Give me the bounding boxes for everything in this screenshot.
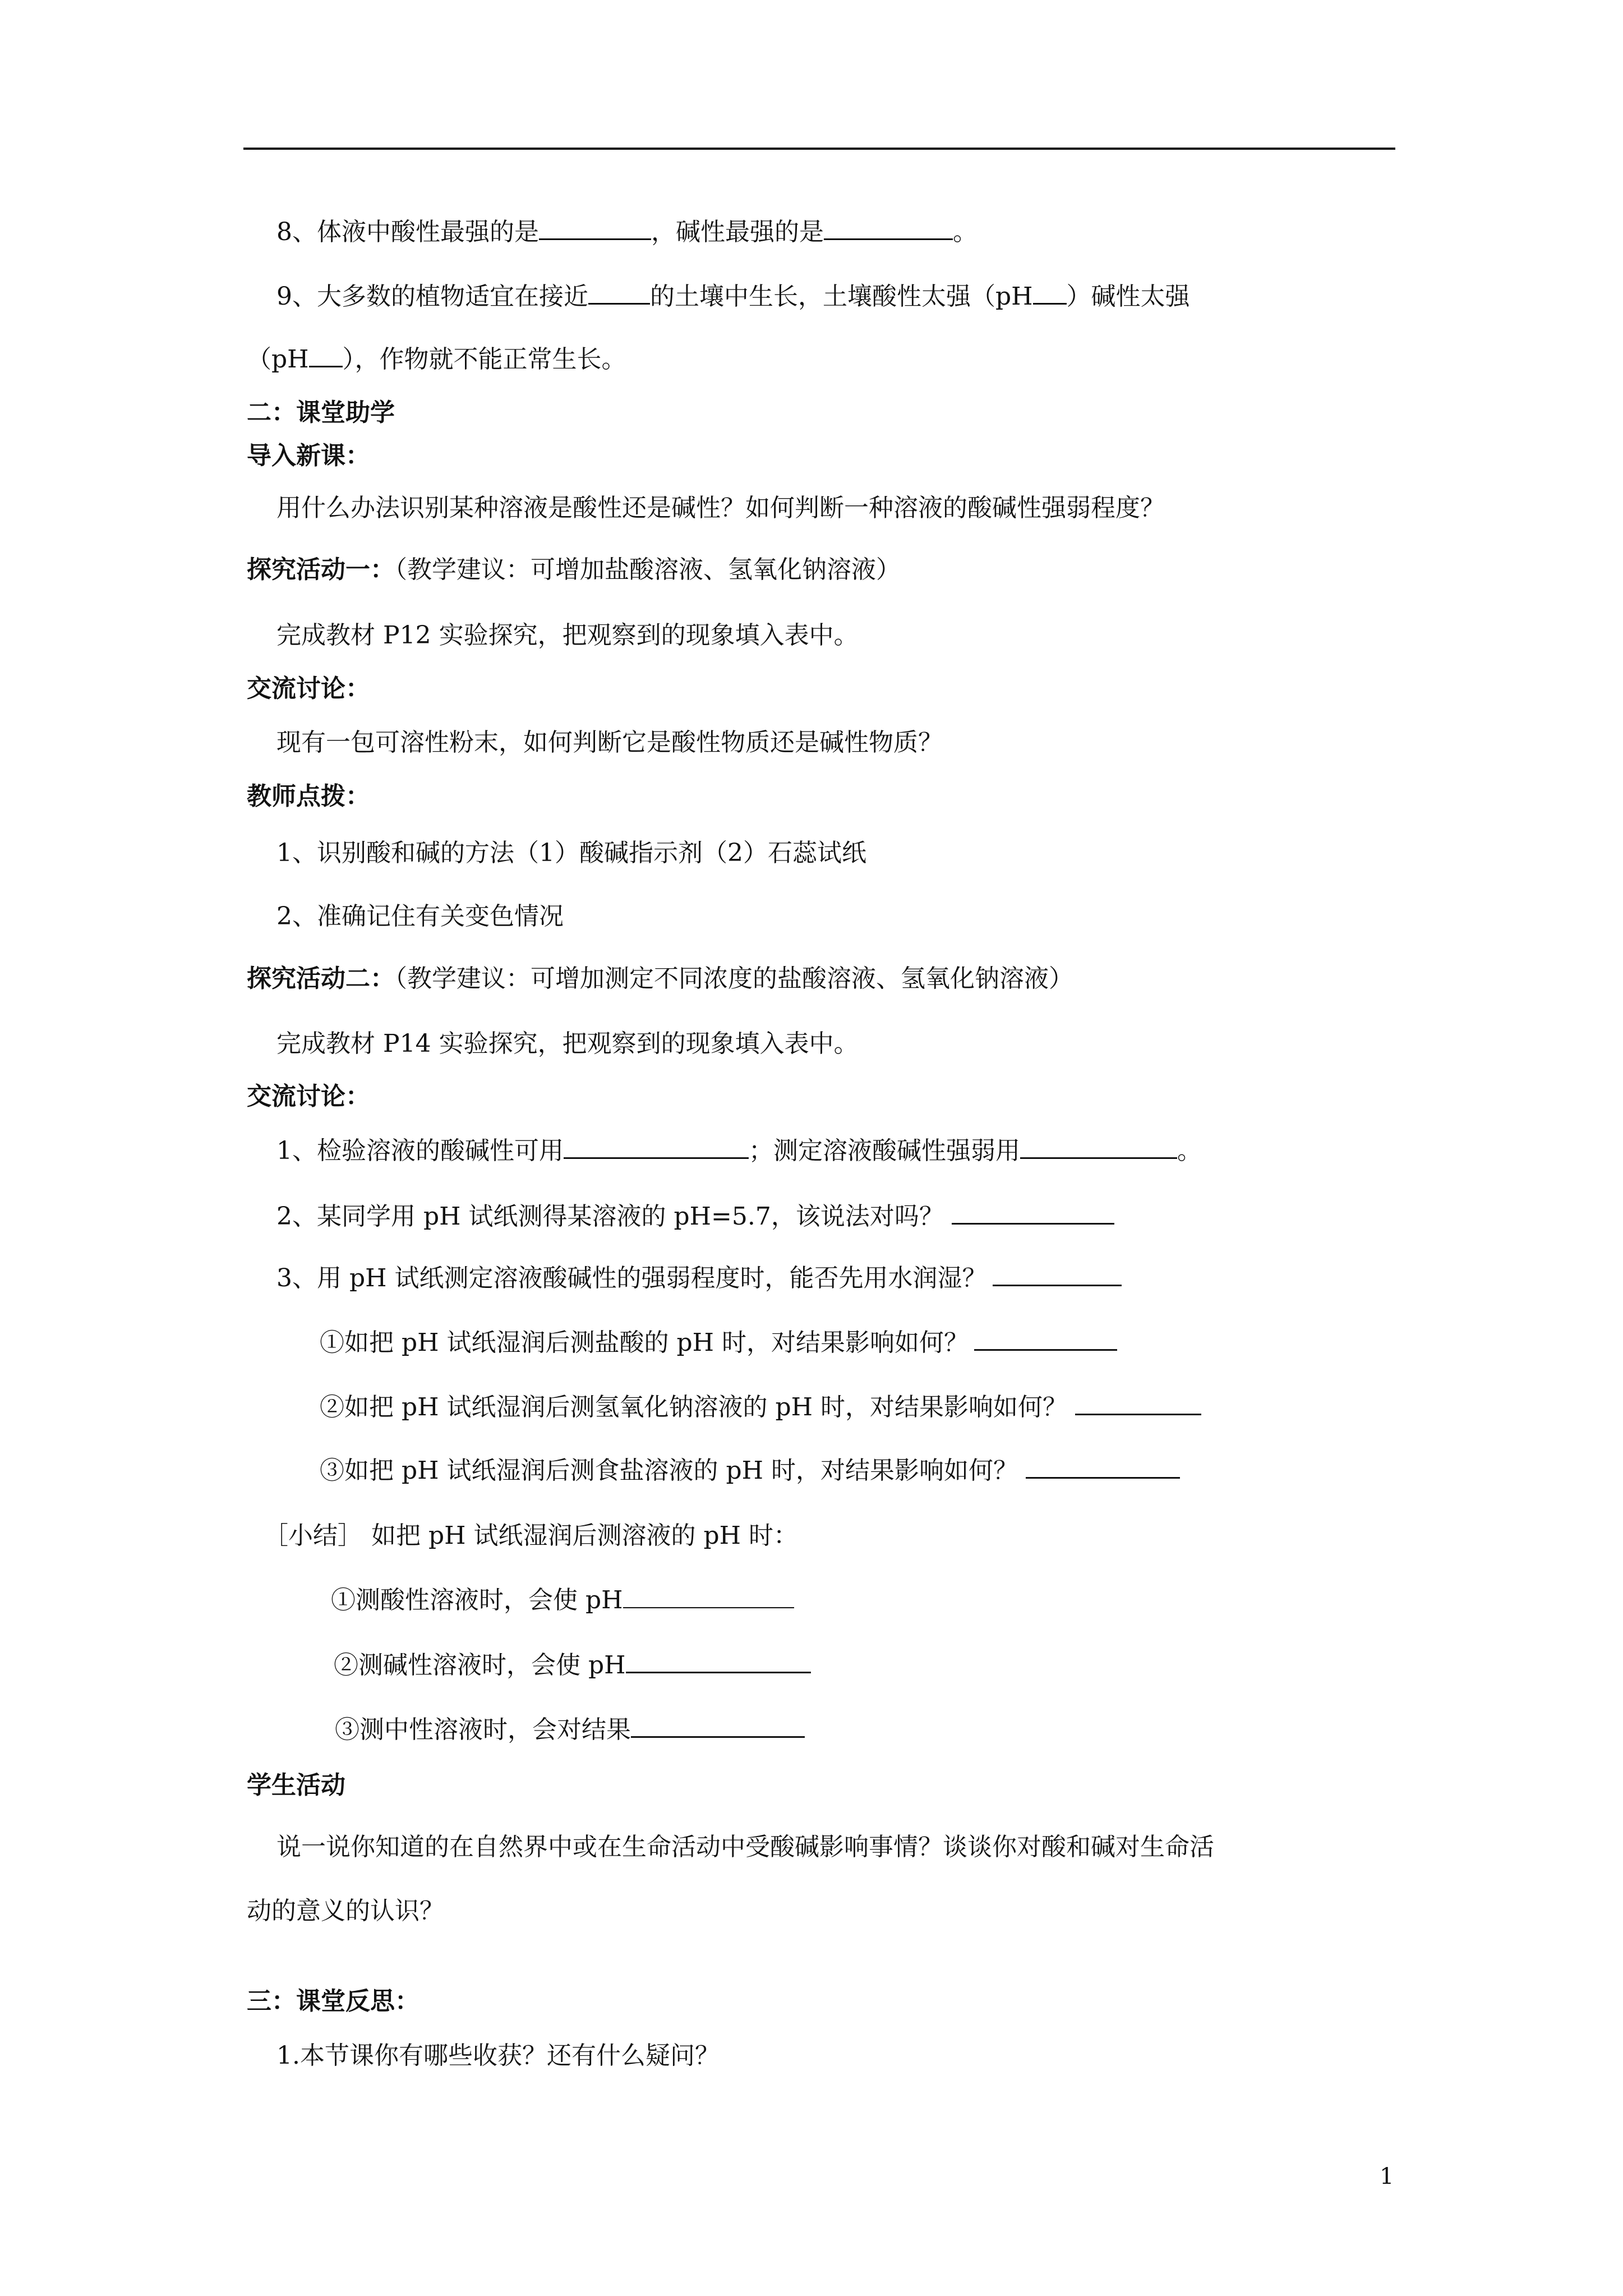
discussion-1-text: 现有一包可溶性粉末，如何判断它是酸性物质还是碱性物质？ [276,728,943,757]
activity-2 [247,963,1073,995]
discussion-2-question-1: 1、检验溶液的酸碱性可用 ；测定溶液酸碱性强弱用 。 [276,1135,1202,1167]
summary [264,1520,798,1552]
answer-blank[interactable] [1026,1455,1180,1479]
intro-text: 用什么办法识别某种溶液是酸性还是碱性？如何判断一种溶液的酸碱性强弱程度？ [276,494,1165,522]
question-9: 9、大多数的植物适宜在接近 的土壤中生长，土壤酸性太强（pH ）碱性太强 [276,280,1190,312]
answer-blank[interactable] [309,343,343,367]
answer-blank[interactable] [993,1262,1122,1286]
header-rule [243,148,1395,150]
summary-item-3: ③测中性溶液时，会对结果 [335,1714,805,1746]
page-number: 1 [1380,2164,1394,2189]
reflection-question-1: 1.本节课你有哪些收获？还有什么疑问？ [276,2041,720,2070]
discussion-2-heading: 交流讨论： [247,1082,370,1111]
answer-blank[interactable] [631,1714,805,1738]
section-3-title: 三：课堂反思： [247,1987,419,2016]
activity-2-text: 完成教材 P14 实验探究，把观察到的现象填入表中。 [276,1029,859,1058]
activity-2-note: （教学建议：可增加测定不同浓度的盐酸溶液、氢氧化钠溶液） [395,964,1073,993]
student-activity-line-2: 动的意义的认识？ [247,1897,444,1925]
summary-item-1: ①测酸性溶液时，会使 pH [331,1585,794,1616]
activity-2-heading: 探究活动二： [247,964,395,993]
sub-question-2: ②如把 pH 试纸湿润后测氢氧化钠溶液的 pH 时，对结果影响如何？ [320,1391,1201,1423]
student-activity-heading: 学生活动 [247,1771,345,1800]
discussion-2-question-3: 3、用 pH 试纸测定溶液酸碱性的强弱程度时，能否先用水润湿？ [276,1262,1122,1294]
discussion-1-heading: 交流讨论： [247,674,370,703]
summary-text: 如把 pH 试纸湿润后测溶液的 pH 时： [371,1521,799,1550]
answer-blank[interactable] [626,1649,811,1673]
activity-1-heading: 探究活动一： [247,555,395,584]
teacher-point-1: 1、识别酸和碱的方法（1）酸碱指示剂（2）石蕊试纸 [276,839,866,867]
answer-blank[interactable] [952,1200,1114,1225]
activity-1 [247,554,901,586]
summary-label: ［小结］ [264,1521,362,1550]
answer-blank[interactable] [1033,280,1067,305]
activity-1-note: （教学建议：可增加盐酸溶液、氢氧化钠溶液） [395,555,901,584]
section-2-title: 二：课堂助学 [247,398,395,427]
answer-blank[interactable] [588,280,650,305]
answer-blank[interactable] [824,216,953,240]
answer-blank[interactable] [974,1327,1117,1351]
question-8: 8、体液中酸性最强的是 ，碱性最强的是 。 [276,216,978,248]
sub-question-3: ③如把 pH 试纸湿润后测食盐溶液的 pH 时，对结果影响如何？ [320,1455,1180,1487]
summary-item-2: ②测碱性溶液时，会使 pH [334,1649,811,1681]
sub-question-1: ①如把 pH 试纸湿润后测盐酸的 pH 时，对结果影响如何？ [320,1327,1117,1359]
intro-heading: 导入新课： [247,441,370,470]
answer-blank[interactable] [623,1585,794,1608]
student-activity-line-1: 说一说你知道的在自然界中或在生命活动中受酸碱影响事情？谈谈你对酸和碱对生命活 [276,1833,1214,1861]
discussion-2-question-2: 2、某同学用 pH 试纸测得某溶液的 pH=5.7，该说法对吗？ [276,1200,1114,1232]
answer-blank[interactable] [1020,1135,1177,1159]
answer-blank[interactable] [1075,1391,1201,1415]
answer-blank[interactable] [539,216,651,240]
question-9-continued: （pH ），作物就不能正常生长。 [247,343,626,375]
answer-blank[interactable] [564,1135,749,1159]
activity-1-text: 完成教材 P12 实验探究，把观察到的现象填入表中。 [276,621,859,650]
teacher-point-2: 2、准确记住有关变色情况 [276,902,564,931]
teacher-heading: 教师点拨： [247,782,370,811]
